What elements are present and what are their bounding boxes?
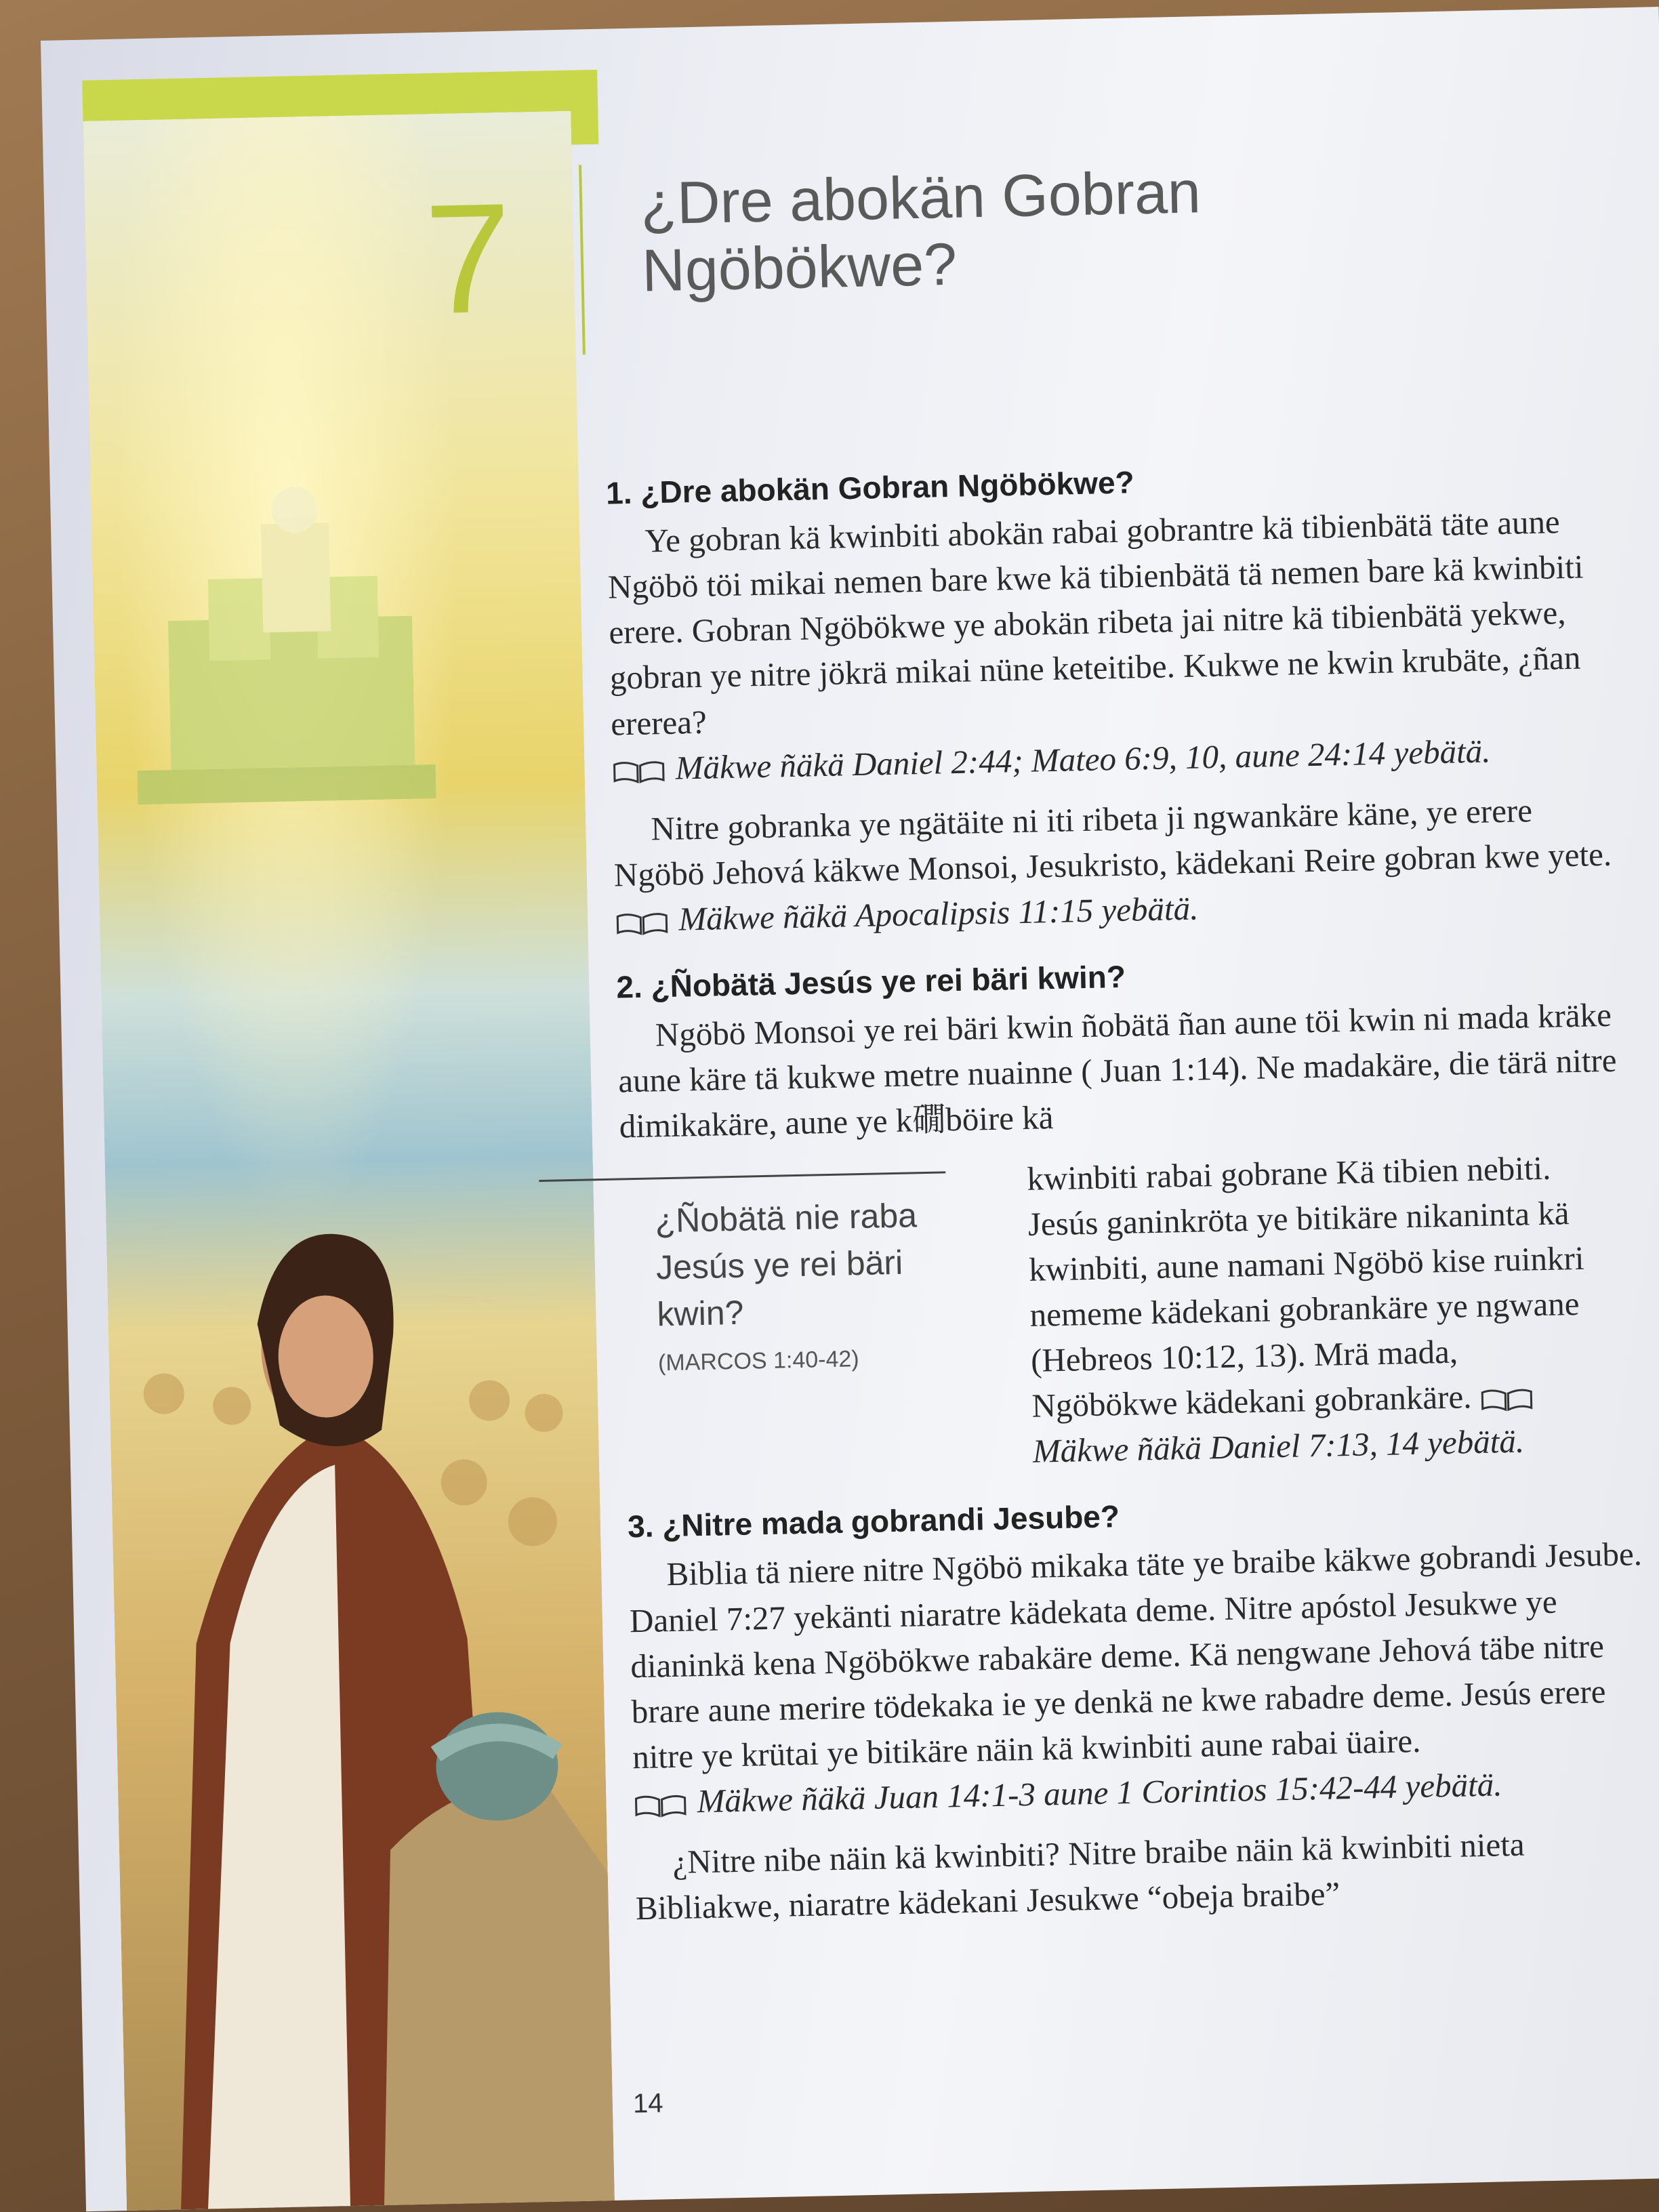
section-1-reference-1: Mäkwe ñäkä Daniel 2:44; Mateo 6:9, 10, aune 24:14 yebätä. [675, 732, 1491, 787]
section-2-split [620, 1143, 1643, 1483]
section-2-paragraph-right [1027, 1144, 1603, 1474]
section-2-heading: 2. ¿Ñobätä Jesús ye rei bäri kwin? [615, 958, 1126, 1005]
section-3-heading: 3. ¿Nitre mada gobrandi Jesube? [627, 1498, 1120, 1544]
section-3-paragraph-2: ¿Nitre nibe näin kä kwinbiti? Nitre braibe näin kä kwinbiti nieta Bibliakwe, niaratre kädekani Jesukwe “obeja braibe” [635, 1825, 1525, 1927]
open-book-icon [633, 1793, 688, 1818]
lesson-content [605, 428, 1653, 1946]
section-1-paragraph-2 [613, 785, 1632, 943]
sidebar-question-box [579, 1171, 963, 1380]
section-3-paragraph-1 [628, 1531, 1650, 1825]
chapter-divider [579, 165, 586, 354]
section-3-reference: Mäkwe ñäkä Juan 14:1-3 aune 1 Corintios 15:42-44 yebätä. [697, 1765, 1502, 1820]
sidebar-question: ¿Ñobätä nie raba Jesús ye rei bäri kwin? [655, 1195, 918, 1333]
section-2-reference: Mäkwe ñäkä Daniel 7:13, 14 yebätä. [1032, 1422, 1525, 1471]
chapter-number: 7 [423, 170, 514, 347]
section-3-paragraph-1-text: Biblia tä niere nitre Ngöbö mikaka täte ye braibe käkwe gobrandi Jesube. Daniel 7:27 yekänti niaratre kädekata deme. Nitre apóstol Jesukwe ye dianinkä kena Ngöbökwe rabakäre deme. Kä nengwane Jehová täbe nitre brare aune merire tödekaka ie ye denkä ne kwe rabadre deme. Jesús erere nitre ye krütai ye bitikäre näin kä kwinbiti aune rabai üaire. [629, 1535, 1643, 1776]
illustration-art [83, 111, 614, 2211]
section-1-paragraph-1 [607, 497, 1629, 792]
section-1-paragraph-1-text: Ye gobran kä kwinbiti abokän rabai gobrantre kä tibienbätä täte aune Ngöbö töi mikai nemen bare kwe kä tibienbätä tä nemen bare kä kwinbiti erere. Gobran Ngöbökwe ye abokän ribeta jai nitre kä tibienbätä yekwe, gobran ye nitre jökrä mikai nüne keteitibe. Kukwe ne kwin krubäte, ¿ñan ererea? [607, 503, 1584, 743]
open-book-icon [1479, 1387, 1534, 1412]
sidebar-reference: (MARCOS 1:40-42) [657, 1345, 860, 1376]
chapter-title [640, 153, 1456, 304]
section-2-paragraph-right-text: kwinbiti rabai gobrane Kä tibien nebiti. Jesús ganinkröta ye bitikäre nikaninta kä kwinbiti, aune namani Ngöbö kise ruinkri nememe kädekani gobrankäre ye ngwane (Hebreos 10:12, 13). Mrä mada, Ngöbökwe kädekani gobrankäre. [1026, 1149, 1584, 1425]
chapter-title-line2: Ngöbökwe? [641, 230, 958, 304]
open-book-icon [615, 912, 670, 936]
section-2-right-column [1027, 1144, 1603, 1474]
chapter-title-line1: ¿Dre abokän Gobran [640, 158, 1202, 237]
open-book-icon [611, 760, 666, 784]
illustration-jesus-kingdom [83, 111, 614, 2211]
section-1-paragraph-2-text: Nitre gobranka ye ngätäite ni iti ribeta ji ngwankäre käne, ye erere Ngöbö Jehová käkwe Monsoi, Jesukristo, kädekani Reire gobran kwe yete. [613, 791, 1612, 894]
section-2-paragraph-top: Ngöbö Monsoi ye rei bäri kwin ñobätä ñan aune töi kwin ni mada kräke aune käre tä kukwe metre nuainne ( Juan 1:14). Ne madakäre, die tärä nitre dimikakäre, aune ye k礀böire kä [617, 996, 1618, 1145]
section-1-reference-2: Mäkwe ñäkä Apocalipsis 11:15 yebätä. [678, 889, 1199, 938]
booklet-page [41, 7, 1659, 2211]
page-number: 14 [632, 2088, 663, 2119]
section-1-heading: 1. ¿Dre abokän Gobran Ngöbökwe? [605, 464, 1135, 511]
